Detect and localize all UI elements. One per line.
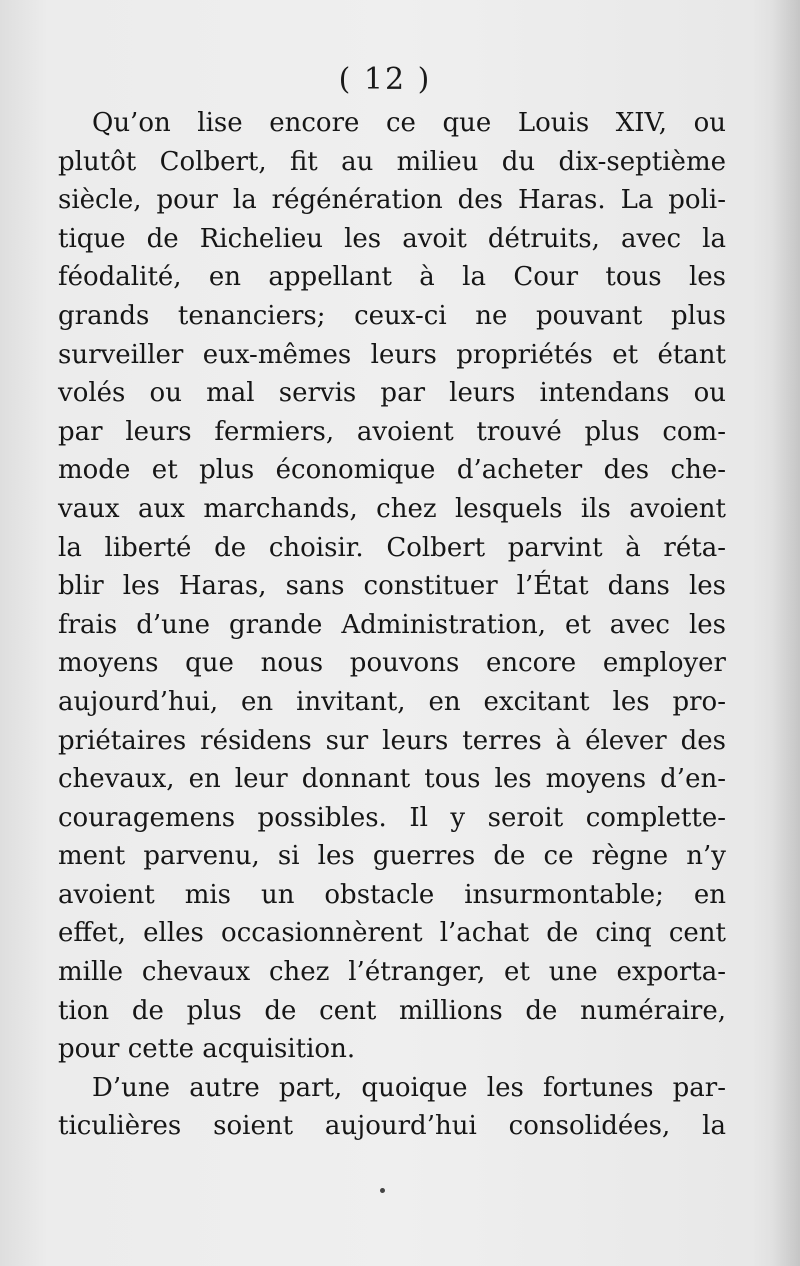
text-line: mode et plus économique d’acheter des che- <box>58 455 726 486</box>
text-line: la liberté de choisir. Colbert parvint à réta- <box>58 532 726 563</box>
text-line: effet, elles occasionnèrent l’achat de cinq cent <box>58 918 726 949</box>
text-line: ticulières soient aujourd’hui consolidées, la <box>58 1111 726 1142</box>
text-line: couragemens possibles. Il y seroit complette- <box>58 802 726 833</box>
text-line: féodalité, en appellant à la Cour tous les <box>58 262 726 293</box>
text-line: blir les Haras, sans constituer l’État dans les <box>58 571 726 602</box>
text-line: ment parvenu, si les guerres de ce règne n’y <box>58 841 726 872</box>
text-line: surveiller eux-mêmes leurs propriétés et étant <box>58 339 726 370</box>
text-line: chevaux, en leur donnant tous les moyens d’en- <box>58 764 726 795</box>
text-line: tion de plus de cent millions de numéraire, <box>58 995 726 1026</box>
text-line: par leurs fermiers, avoient trouvé plus com- <box>58 416 726 447</box>
text-line: D’une autre part, quoique les fortunes par- <box>92 1072 726 1103</box>
text-line: plutôt Colbert, fit au milieu du dix-septième <box>58 146 726 177</box>
page-number: ( 12 ) <box>338 62 432 97</box>
text-line: aujourd’hui, en invitant, en excitant les pro- <box>58 686 726 717</box>
text-line: priétaires résidens sur leurs terres à élever des <box>58 725 726 756</box>
ink-dot <box>380 1188 385 1193</box>
text-line: frais d’une grande Administration, et avec les <box>58 609 726 640</box>
text-line: moyens que nous pouvons encore employer <box>58 648 726 679</box>
body-text <box>58 104 726 1146</box>
text-line: tique de Richelieu les avoit détruits, avec la <box>58 223 726 254</box>
text-line: Qu’on lise encore ce que Louis XIV, ou <box>92 108 726 138</box>
text-line: grands tenanciers; ceux-ci ne pouvant plus <box>58 300 726 331</box>
page-edge-shadow <box>772 0 800 1266</box>
text-line: mille chevaux chez l’étranger, et une exporta- <box>58 957 726 988</box>
text-line: siècle, pour la régénération des Haras. La poli- <box>58 185 726 216</box>
text-line: volés ou mal servis par leurs intendans ou <box>58 378 726 409</box>
text-line: pour cette acquisition. <box>58 1034 356 1065</box>
text-line: avoient mis un obstacle insurmontable; en <box>58 879 726 910</box>
text-line: vaux aux marchands, chez lesquels ils avoient <box>58 493 726 524</box>
